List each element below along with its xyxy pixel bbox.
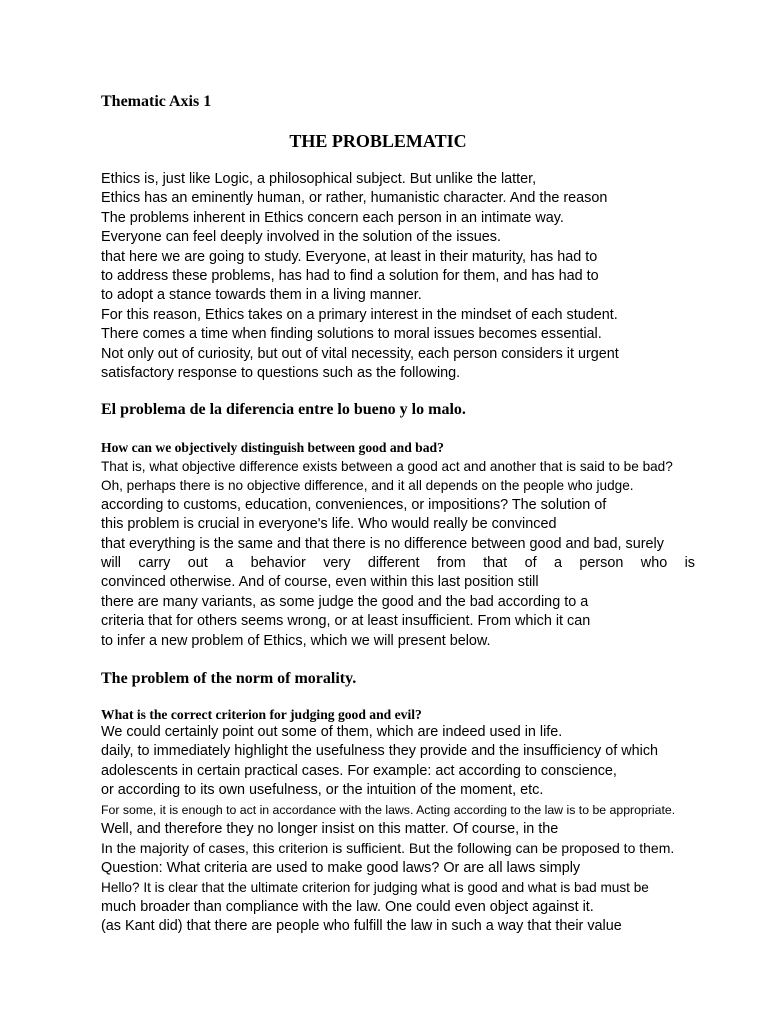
text-line: Question: What criteria are used to make good laws? Or are all laws simply [101, 859, 581, 876]
text-line: Ethics is, just like Logic, a philosophical subject. But unlike the latter, [101, 171, 537, 187]
text-line: Not only out of curiosity, but out of vital necessity, each person considers it urgent [101, 345, 619, 362]
text-line: Hello? It is clear that the ultimate criterion for judging what is good and what is bad must be [101, 880, 649, 896]
text-line: Ethics has an eminently human, or rather, humanistic character. And the reason [101, 190, 608, 207]
text-line: much broader than compliance with the law. One could even object against it. [101, 898, 594, 915]
text-line: that everything is the same and that there is no difference between good and bad, surely [101, 535, 664, 552]
text-line: adolescents in certain practical cases. For example: act according to conscience, [101, 762, 617, 779]
text-line: according to customs, education, conveniences, or impositions? The solution of [101, 496, 607, 513]
text-line: that here we are going to study. Everyone, at least in their maturity, has had to [101, 248, 598, 265]
section-heading: El problema de la diferencia entre lo bueno y lo malo. [101, 401, 466, 418]
text-line: (as Kant did) that there are people who fulfill the law in such a way that their value [101, 917, 622, 934]
intro-paragraph [101, 170, 619, 383]
text-line: to infer a new problem of Ethics, which we will present below. [101, 632, 491, 649]
section-paragraph [101, 723, 675, 936]
section-paragraph [101, 457, 695, 651]
text-line: There comes a time when finding solutions to moral issues becomes essential. [101, 326, 602, 343]
text-line: For this reason, Ethics takes on a primary interest in the mindset of each student. [101, 306, 618, 323]
axis-title: Thematic Axis 1 [101, 93, 212, 110]
text-line: daily, to immediately highlight the usefulness they provide and the insufficiency of which [101, 743, 659, 760]
section-heading: The problem of the norm of morality. [101, 670, 357, 687]
text-line: Well, and therefore they no longer insist on this matter. Of course, in the [101, 820, 559, 837]
text-line: The problems inherent in Ethics concern each person in an intimate way. [101, 209, 564, 226]
section-question: What is the correct criterion for judging good and evil? [101, 707, 422, 722]
text-line: criteria that for others seems wrong, or at least insufficient. From which it can [101, 613, 591, 630]
text-line: That is, what objective difference exists between a good act and another that is said to be bad? [101, 459, 673, 474]
text-line: or according to its own usefulness, or the intuition of the moment, etc. [101, 782, 544, 799]
text-line: to adopt a stance towards them in a living manner. [101, 287, 422, 304]
text-line: Everyone can feel deeply involved in the solution of the issues. [101, 229, 501, 246]
text-line: this problem is crucial in everyone's life. Who would really be convinced [101, 516, 557, 533]
text-line: We could certainly point out some of them, which are indeed used in life. [101, 724, 563, 740]
text-line: to address these problems, has had to find a solution for them, and has had to [101, 267, 599, 284]
text-line: there are many variants, as some judge the good and the bad according to a [101, 593, 589, 610]
text-line: For some, it is enough to act in accordance with the laws. Acting according to the law is to be appropriate. [101, 802, 676, 817]
text-line: Oh, perhaps there is no objective difference, and it all depends on the people who judge. [101, 478, 634, 494]
main-title: THE PROBLEMATIC [289, 131, 467, 151]
text-line: convinced otherwise. And of course, even within this last position still [101, 574, 539, 591]
text-line: In the majority of cases, this criterion is sufficient. But the following can be proposed to them. [101, 840, 675, 857]
text-line: will carry out a behavior very different from that of a person who is [101, 554, 695, 571]
text-line: satisfactory response to questions such as the following. [101, 364, 461, 381]
section-question: How can we objectively distinguish between good and bad? [101, 440, 444, 455]
